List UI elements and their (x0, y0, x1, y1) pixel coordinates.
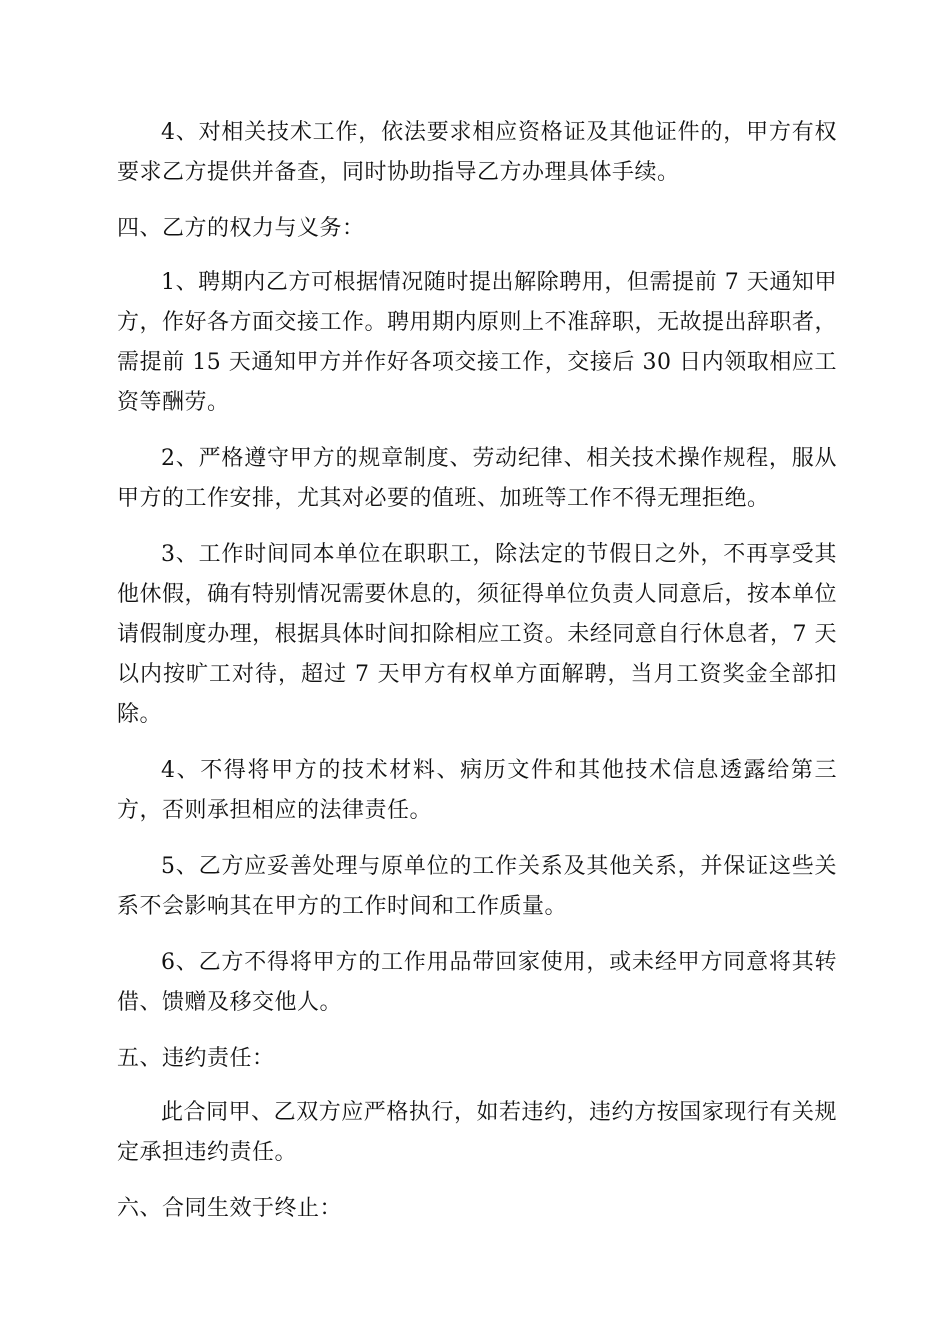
clause-b5-paragraph: 5、乙方应妥善处理与原单位的工作关系及其他关系，并保证这些关系不会影响其在甲方的工作时间和工作质量。 (117, 854, 837, 919)
document-page (117, 113, 837, 1243)
clause-b4-paragraph: 4、不得将甲方的技术材料、病历文件和其他技术信息透露给第三方，否则承担相应的法律责任。 (117, 758, 837, 823)
breach-paragraph: 此合同甲、乙双方应严格执行，如若违约，违约方按国家现行有关规定承担违约责任。 (117, 1100, 837, 1165)
clause-b2-paragraph: 2、严格遵守甲方的规章制度、劳动纪律、相关技术操作规程，服从甲方的工作安排，尤其对必要的值班、加班等工作不得无理拒绝。 (117, 446, 837, 511)
clause-b1-paragraph: 1、聘期内乙方可根据情况随时提出解除聘用，但需提前 7 天通知甲方，作好各方面交接工作。聘用期内原则上不准辞职，无故提出辞职者，需提前 15 天通知甲方并作好各项交接工作，交接后 30 日内领取相应工资等酬劳。 (117, 270, 838, 415)
section-six-heading: 六、合同生效于终止： (117, 1196, 343, 1221)
clause-a4-paragraph: 4、对相关技术工作，依法要求相应资格证及其他证件的，甲方有权要求乙方提供并备查，同时协助指导乙方办理具体手续。 (117, 120, 837, 185)
clause-b6-paragraph: 6、乙方不得将甲方的工作用品带回家使用，或未经甲方同意将其转借、馈赠及移交他人。 (117, 950, 837, 1015)
section-five-heading: 五、违约责任： (117, 1046, 275, 1071)
section-four-heading: 四、乙方的权力与义务： (117, 216, 365, 241)
clause-b3-paragraph: 3、工作时间同本单位在职职工，除法定的节假日之外，不再享受其他休假，确有特别情况需要休息的，须征得单位负责人同意后，按本单位请假制度办理，根据具体时间扣除相应工资。未经同意自行休息者，7 天以内按旷工对待，超过 7 天甲方有权单方面解聘，当月工资奖金全部扣除。 (117, 542, 838, 727)
